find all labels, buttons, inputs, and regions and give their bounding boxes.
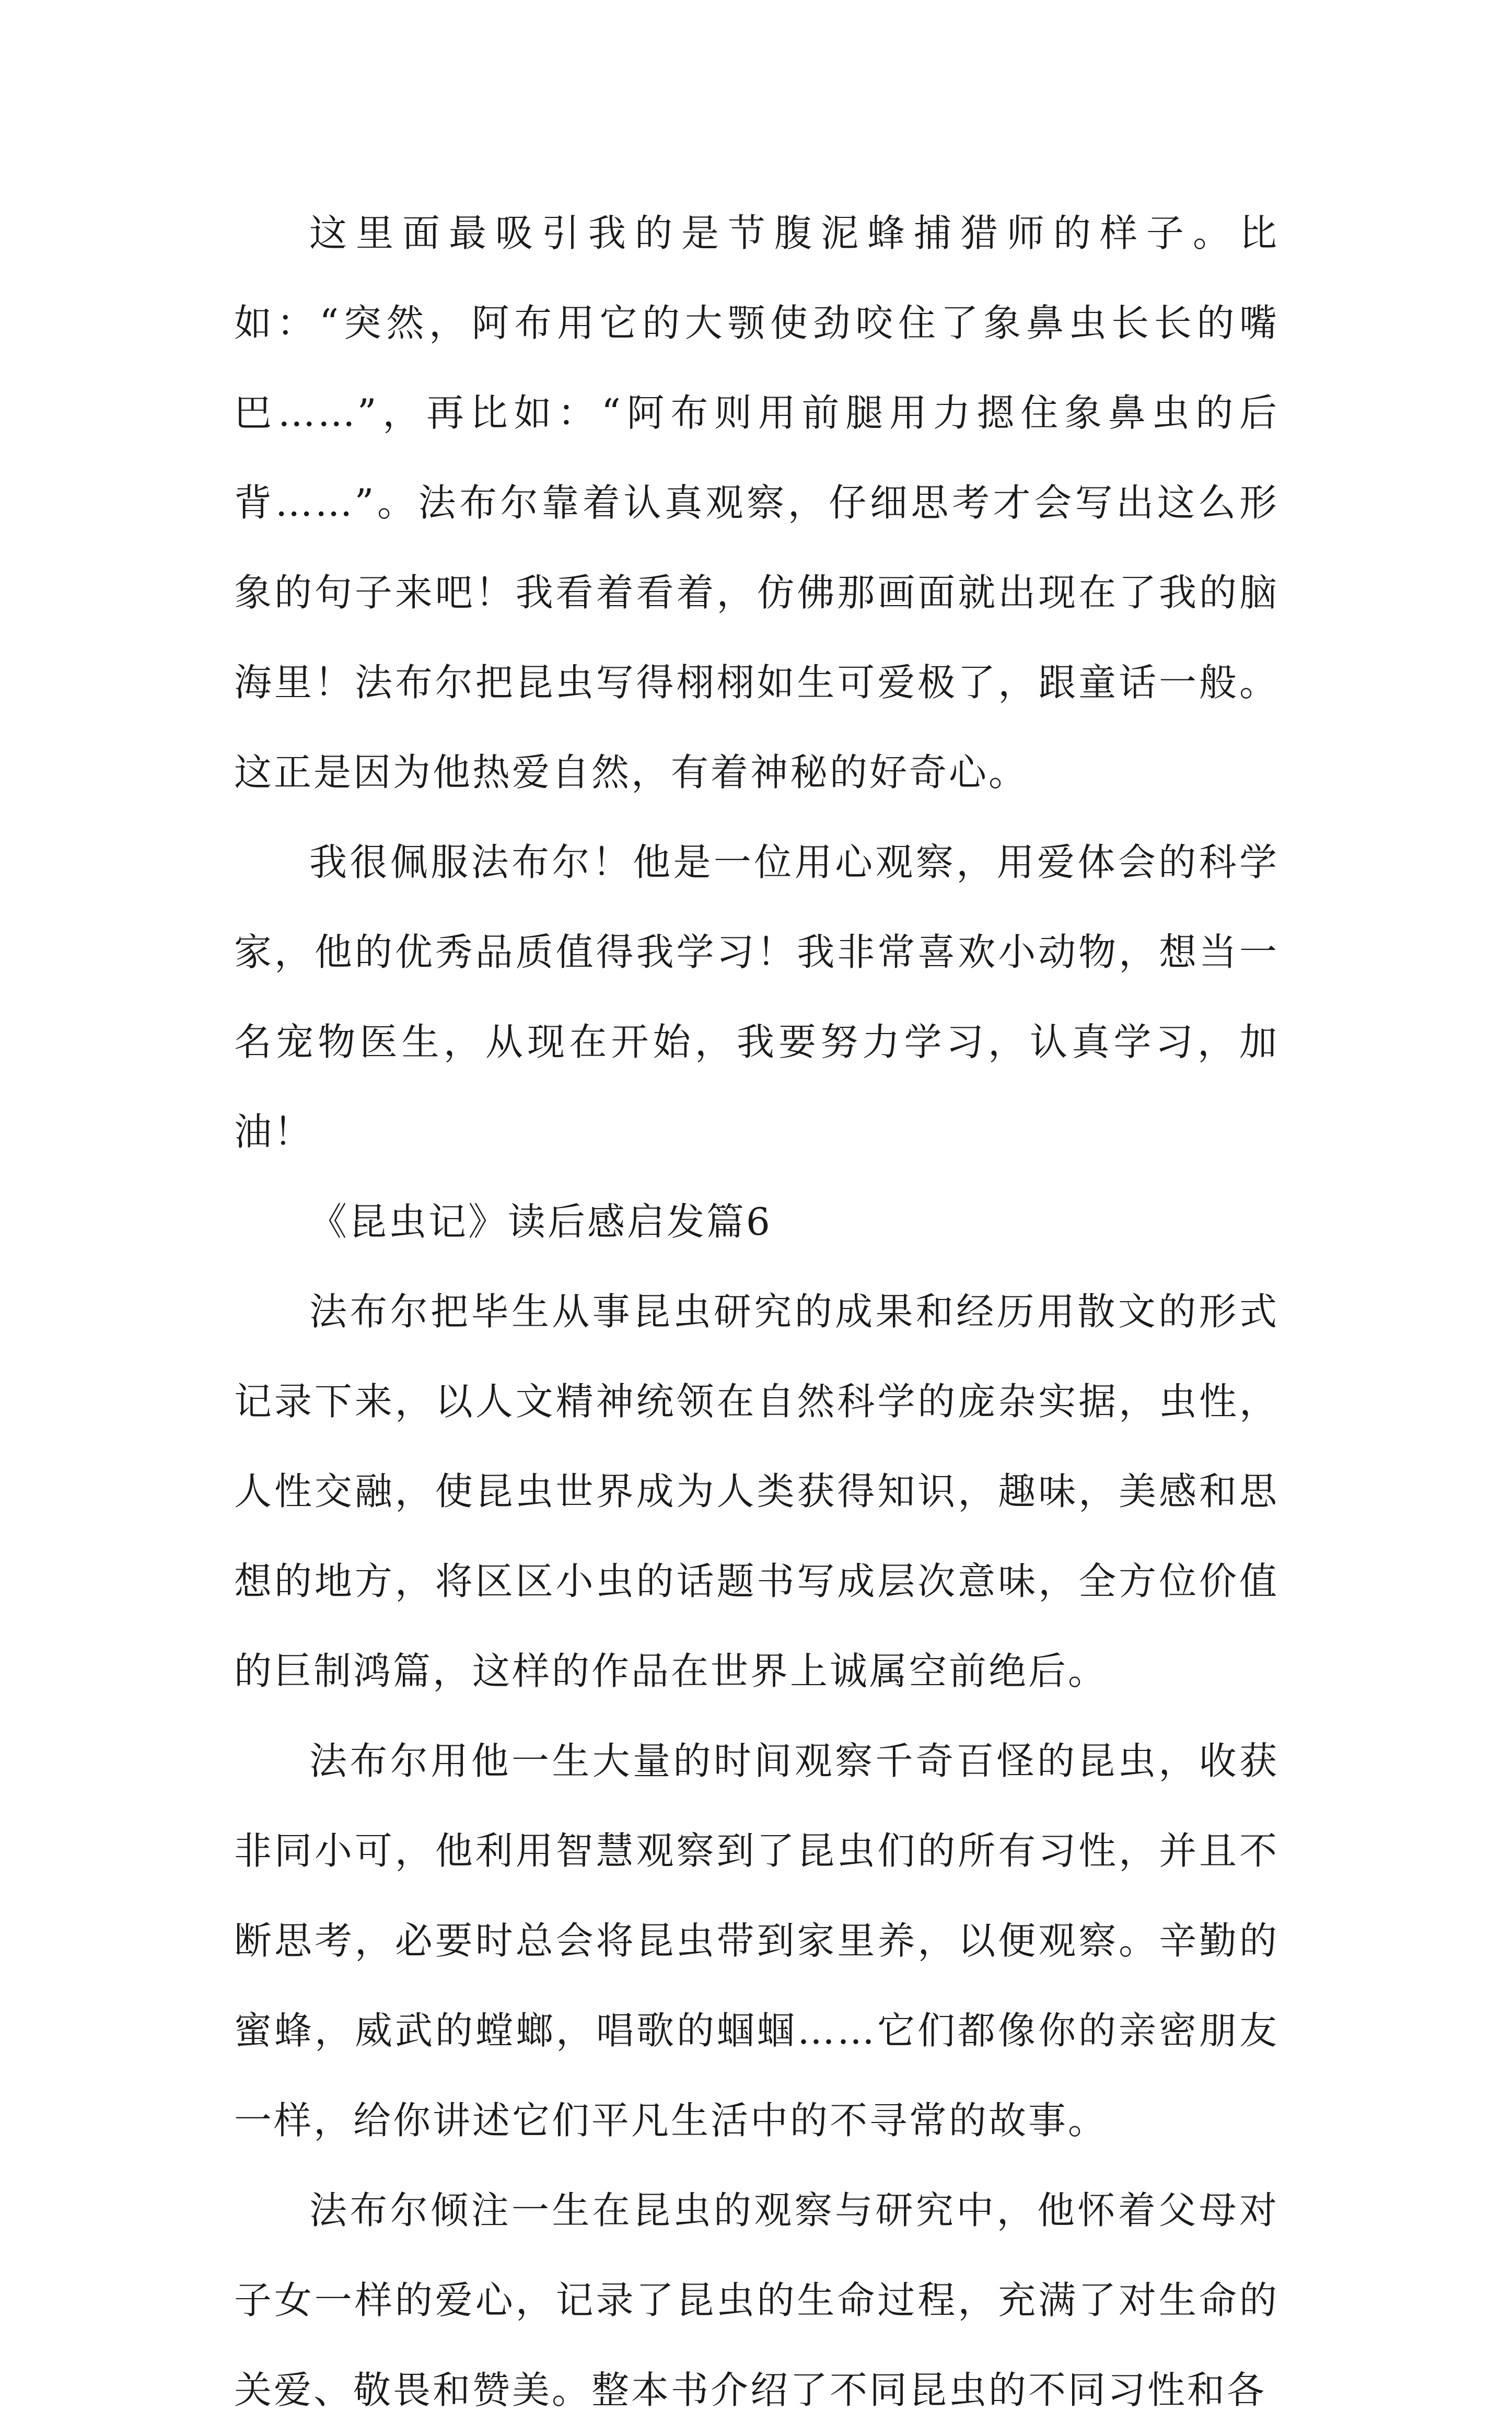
- document-body: [234, 188, 1279, 2435]
- section-heading: 《昆虫记》读后感启发篇6: [309, 1200, 772, 1244]
- paragraph-lifework: 法布尔把毕生从事昆虫研究的成果和经历用散文的形式记录下来，以人文精神统领在自然科学的庞杂实据，虫性，人性交融，使昆虫世界成为人类获得知识，趣味，美感和思想的地方，将区区小虫的话题书写成层次意味，全方位价值的巨制鸿篇，这样的作品在世界上诚属空前绝后。: [234, 1290, 1279, 1693]
- paragraph-observation: 法布尔用他一生大量的时间观察千奇百怪的昆虫，收获非同小可，他利用智慧观察到了昆虫们的所有习性，并且不断思考，必要时总会将昆虫带到家里养，以便观察。辛勤的蜜蜂，威武的螳螂，唱歌的蝈蝈……它们都像你的亲密朋友一样，给你讲述它们平凡生活中的不寻常的故事。: [234, 1739, 1279, 2142]
- paragraph-admiration: 我很佩服法布尔！他是一位用心观察，用爱体会的科学家，他的优秀品质值得我学习！我非常喜欢小动物，想当一名宠物医生，从现在开始，我要努力学习，认真学习，加油！: [234, 840, 1279, 1154]
- paragraph-devotion: 法布尔倾注一生在昆虫的观察与研究中，他怀着父母对子女一样的爱心，记录了昆虫的生命过程，充满了对生命的关爱、敬畏和赞美。整本书介绍了不同昆虫的不同习性和各: [234, 2188, 1279, 2412]
- paragraph-hunter-wasp: 这里面最吸引我的是节腹泥蜂捕猎师的样子。比如：“突然，阿布用它的大颚使劲咬住了象鼻虫长长的嘴巴……”，再比如：“阿布则用前腿用力摁住象鼻虫的后背……”。法布尔靠着认真观察，仔细思考才会写出这么形象的句子来吧！我看着看着，仿佛那画面就出现在了我的脑海里！法布尔把昆虫写得栩栩如生可爱极了，跟童话一般。这正是因为他热爱自然，有着神秘的好奇心。: [234, 211, 1279, 794]
